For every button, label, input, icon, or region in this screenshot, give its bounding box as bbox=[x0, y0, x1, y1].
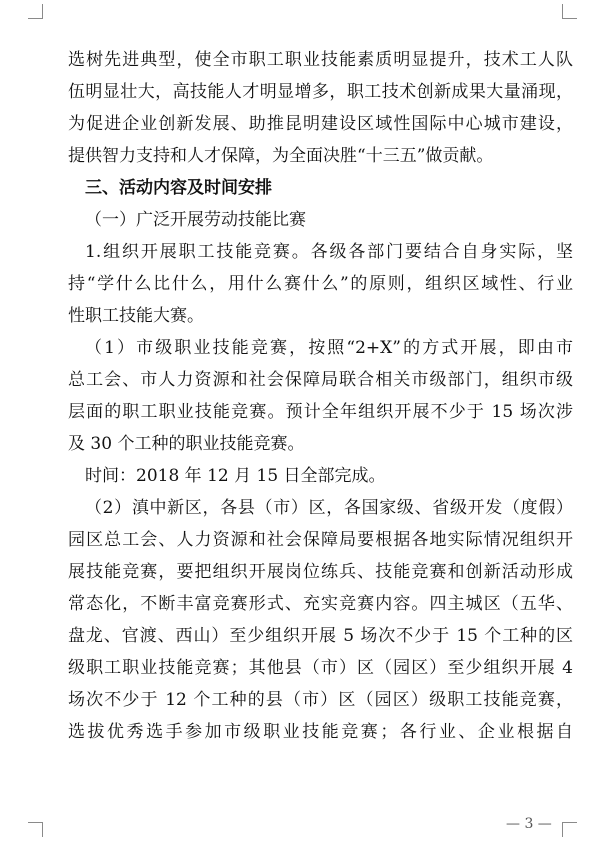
paragraph-line: 层面的职工职业技能竞赛。预计全年组织开展不少于 15 场次涉 bbox=[68, 402, 573, 422]
paragraph-line: 总工会、市人力资源和社会保障局联合相关市级部门，组织市级 bbox=[68, 370, 573, 390]
paragraph-line: 级职工职业技能竞赛；其他县（市）区（园区）至少组织开展 4 bbox=[68, 658, 573, 678]
paragraph-line: 时间：2018 年 12 月 15 日全部完成。 bbox=[85, 466, 386, 486]
paragraph-line: 持“学什么比什么，用什么赛什么”的原则，组织区域性、行业 bbox=[68, 274, 573, 294]
paragraph-line: 提供智力支持和人才保障，为全面决胜“十三五”做贡献。 bbox=[68, 146, 494, 166]
paragraph-line: （2）滇中新区，各县（市）区，各国家级、省级开发（度假） bbox=[85, 498, 573, 518]
paragraph-line: 伍明显壮大，高技能人才明显增多，职工技术创新成果大量涌现， bbox=[68, 82, 573, 102]
crop-mark-bottom-right bbox=[562, 822, 577, 837]
paragraph-line: 场次不少于 12 个工种的县（市）区（园区）级职工技能竞赛， bbox=[68, 690, 573, 710]
subsection-heading: （一）广泛开展劳动技能比赛 bbox=[85, 210, 306, 230]
paragraph-line: 性职工技能大赛。 bbox=[68, 306, 204, 326]
paragraph-line: 为促进企业创新发展、助推昆明建设区域性国际中心城市建设， bbox=[68, 114, 573, 134]
paragraph-line: 常态化，不断丰富竞赛形式、充实竞赛内容。四主城区（五华、 bbox=[68, 594, 573, 614]
crop-mark-top-left bbox=[28, 4, 43, 19]
paragraph-line: 展技能竞赛，要把组织开展岗位练兵、技能竞赛和创新活动形成 bbox=[68, 562, 573, 582]
paragraph-line: 1.组织开展职工技能竞赛。各级各部门要结合自身实际，坚 bbox=[85, 242, 573, 262]
section-heading: 三、活动内容及时间安排 bbox=[85, 178, 272, 198]
paragraph-line: 园区总工会、人力资源和社会保障局要根据各地实际情况组织开 bbox=[68, 530, 573, 550]
paragraph-line: 盘龙、官渡、西山）至少组织开展 5 场次不少于 15 个工种的区 bbox=[68, 626, 573, 646]
paragraph-line: 选树先进典型，使全市职工职业技能素质明显提升，技术工人队 bbox=[68, 50, 573, 70]
page-number: — 3 — bbox=[506, 816, 552, 832]
crop-mark-bottom-left bbox=[28, 822, 43, 837]
paragraph-line: 及 30 个工种的职业技能竞赛。 bbox=[68, 434, 305, 454]
paragraph-line: （1）市级职业技能竞赛，按照“2+X”的方式开展，即由市 bbox=[85, 338, 573, 358]
crop-mark-top-right bbox=[562, 4, 577, 19]
paragraph-line: 选拔优秀选手参加市级职业技能竞赛；各行业、企业根据自 bbox=[68, 722, 573, 742]
body-text bbox=[68, 44, 573, 748]
